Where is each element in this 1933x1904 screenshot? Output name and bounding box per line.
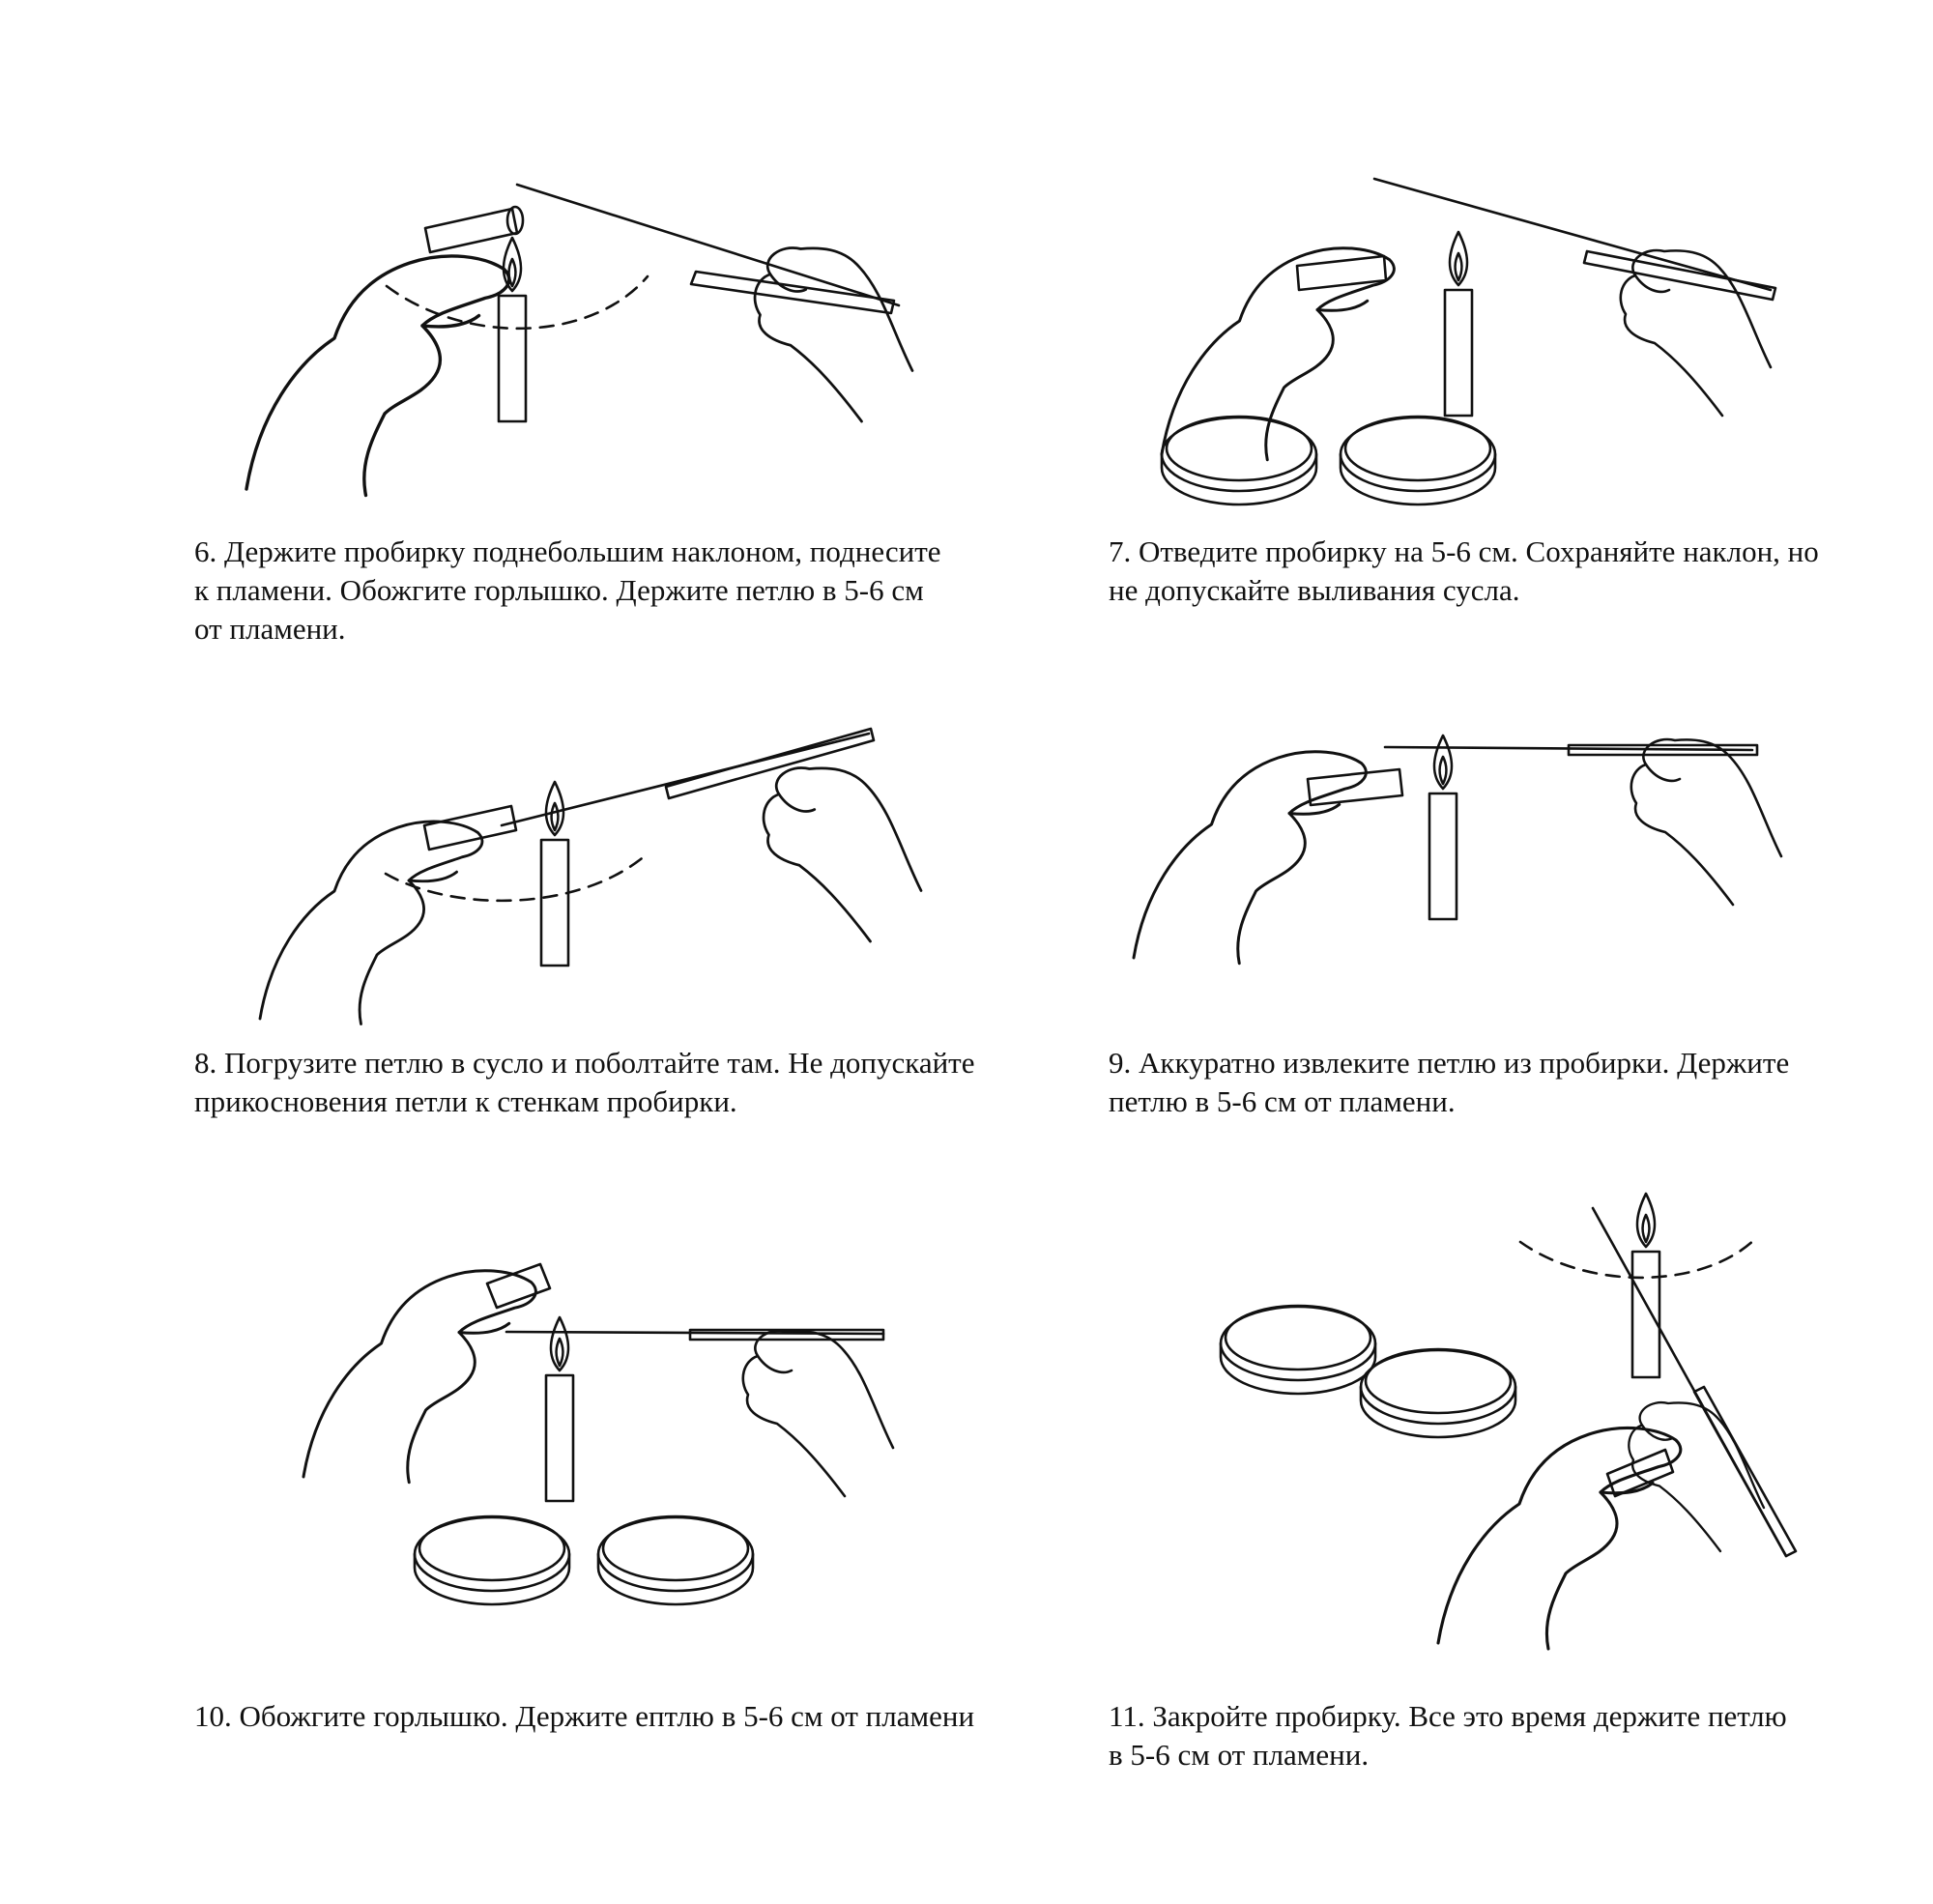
illustration-step-9	[1134, 707, 1762, 958]
caption-step-8: 8. Погрузите петлю в сусло и поболтайте там. Не допускайте прикосновения петли к стенкам пробирки.	[194, 1046, 975, 1118]
caption-step-10: 10. Обожгите горлышко. Держите ептлю в 5-6 см от пламени	[194, 1699, 975, 1733]
illustration-step-10	[303, 1245, 888, 1602]
illustration-step-8	[260, 719, 888, 1019]
illustration-step-6	[242, 180, 899, 489]
caption-step-9: 9. Аккуратно извлеките петлю из пробирки. Держите петлю в 5-6 см от пламени.	[1109, 1046, 1790, 1118]
illustration-step-7	[1152, 174, 1780, 508]
caption-step-6: 6. Держите пробирку поднебольшим наклоном, поднесите к пламени. Обожгите горлышко. Держите петлю в 5-6 см от пламени.	[194, 534, 941, 646]
caption-step-11: 11. Закройте пробирку. Все это время держите петлю в 5-6 см от пламени.	[1109, 1699, 1787, 1772]
illustration-step-11	[1201, 1165, 1834, 1667]
caption-step-7: 7. Отведите пробирку на 5-6 см. Сохраняйте наклон, но не допускайте выливания сусла.	[1109, 534, 1819, 607]
